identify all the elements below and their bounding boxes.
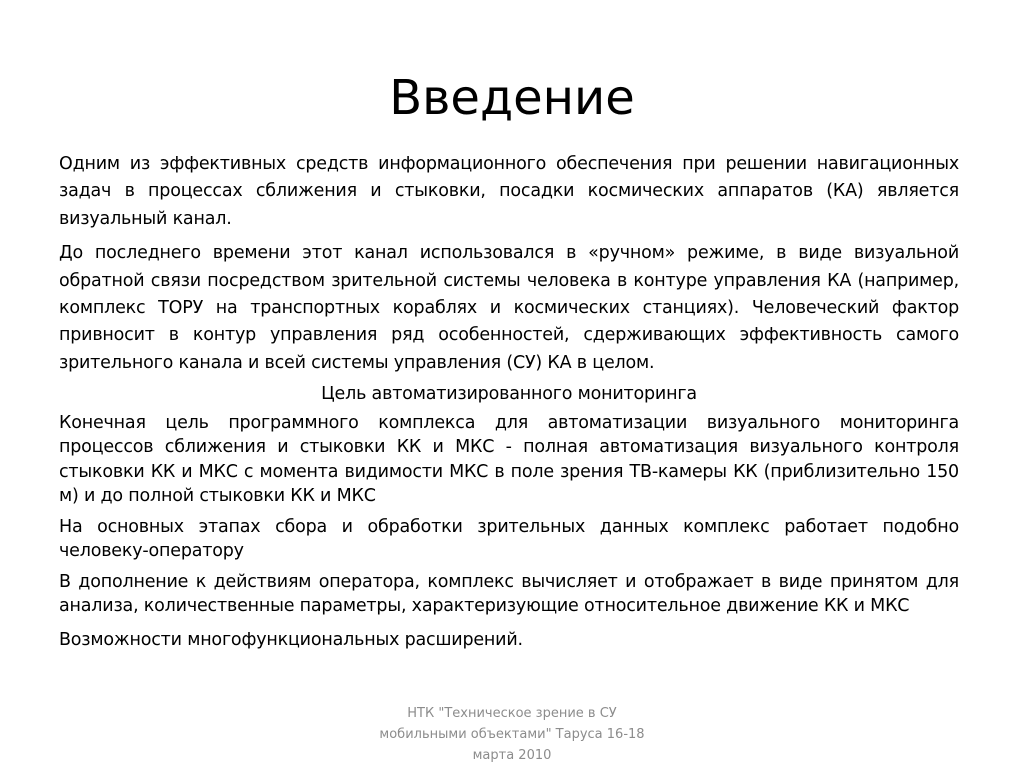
paragraph-extensions: Возможности многофункциональных расширений. xyxy=(59,629,523,650)
paragraph-visual-channel: Одним из эффективных средств информационного обеспечения при решении навигационных задач в процессах сближения и стыковки, посадки космических аппаратов (КА) является визуальный канал. xyxy=(59,154,959,229)
paragraph-final-goal: Конечная цель программного комплекса для автоматизации визуального мониторинга процессов сближения и стыковки КК и МКС - полная автоматизация визуального контроля стыковки КК и МКС с момента видимости МКС в поле зрения ТВ-камеры КК (приблизительно 150 м) и до полной стыковки КК и МКС xyxy=(59,412,959,507)
slide-footer: НТК "Техническое зрение в СУ мобильными объектами" Таруса 16-18 марта 2010 xyxy=(379,706,645,763)
paragraph-manual-mode: До последнего времени этот канал использовался в «ручном» режиме, в виде визуальной обратной связи посредством зрительной системы человека в контуре управления КА (например, комплекс ТОРУ на транспортных кораблях и космических станциях). Человеческий фактор привносит в контур управления ряд особенностей, сдерживающих эффективность самого зрительного канала и всей системы управления (СУ) КА в целом. xyxy=(59,243,959,373)
paragraph-quantitative-parameters: В дополнение к действиям оператора, комплекс вычисляет и отображает в виде принятом для анализа, количественные параметры, характеризующие относительное движение КК и МКС xyxy=(59,571,959,617)
slide-title: Введение xyxy=(389,70,635,126)
subheading-monitoring-goal: Цель автоматизированного мониторинга xyxy=(321,384,697,405)
slide-body xyxy=(59,151,959,652)
paragraph-operator-like: На основных этапах сбора и обработки зрительных данных комплекс работает подобно человеку-оператору xyxy=(59,516,959,562)
